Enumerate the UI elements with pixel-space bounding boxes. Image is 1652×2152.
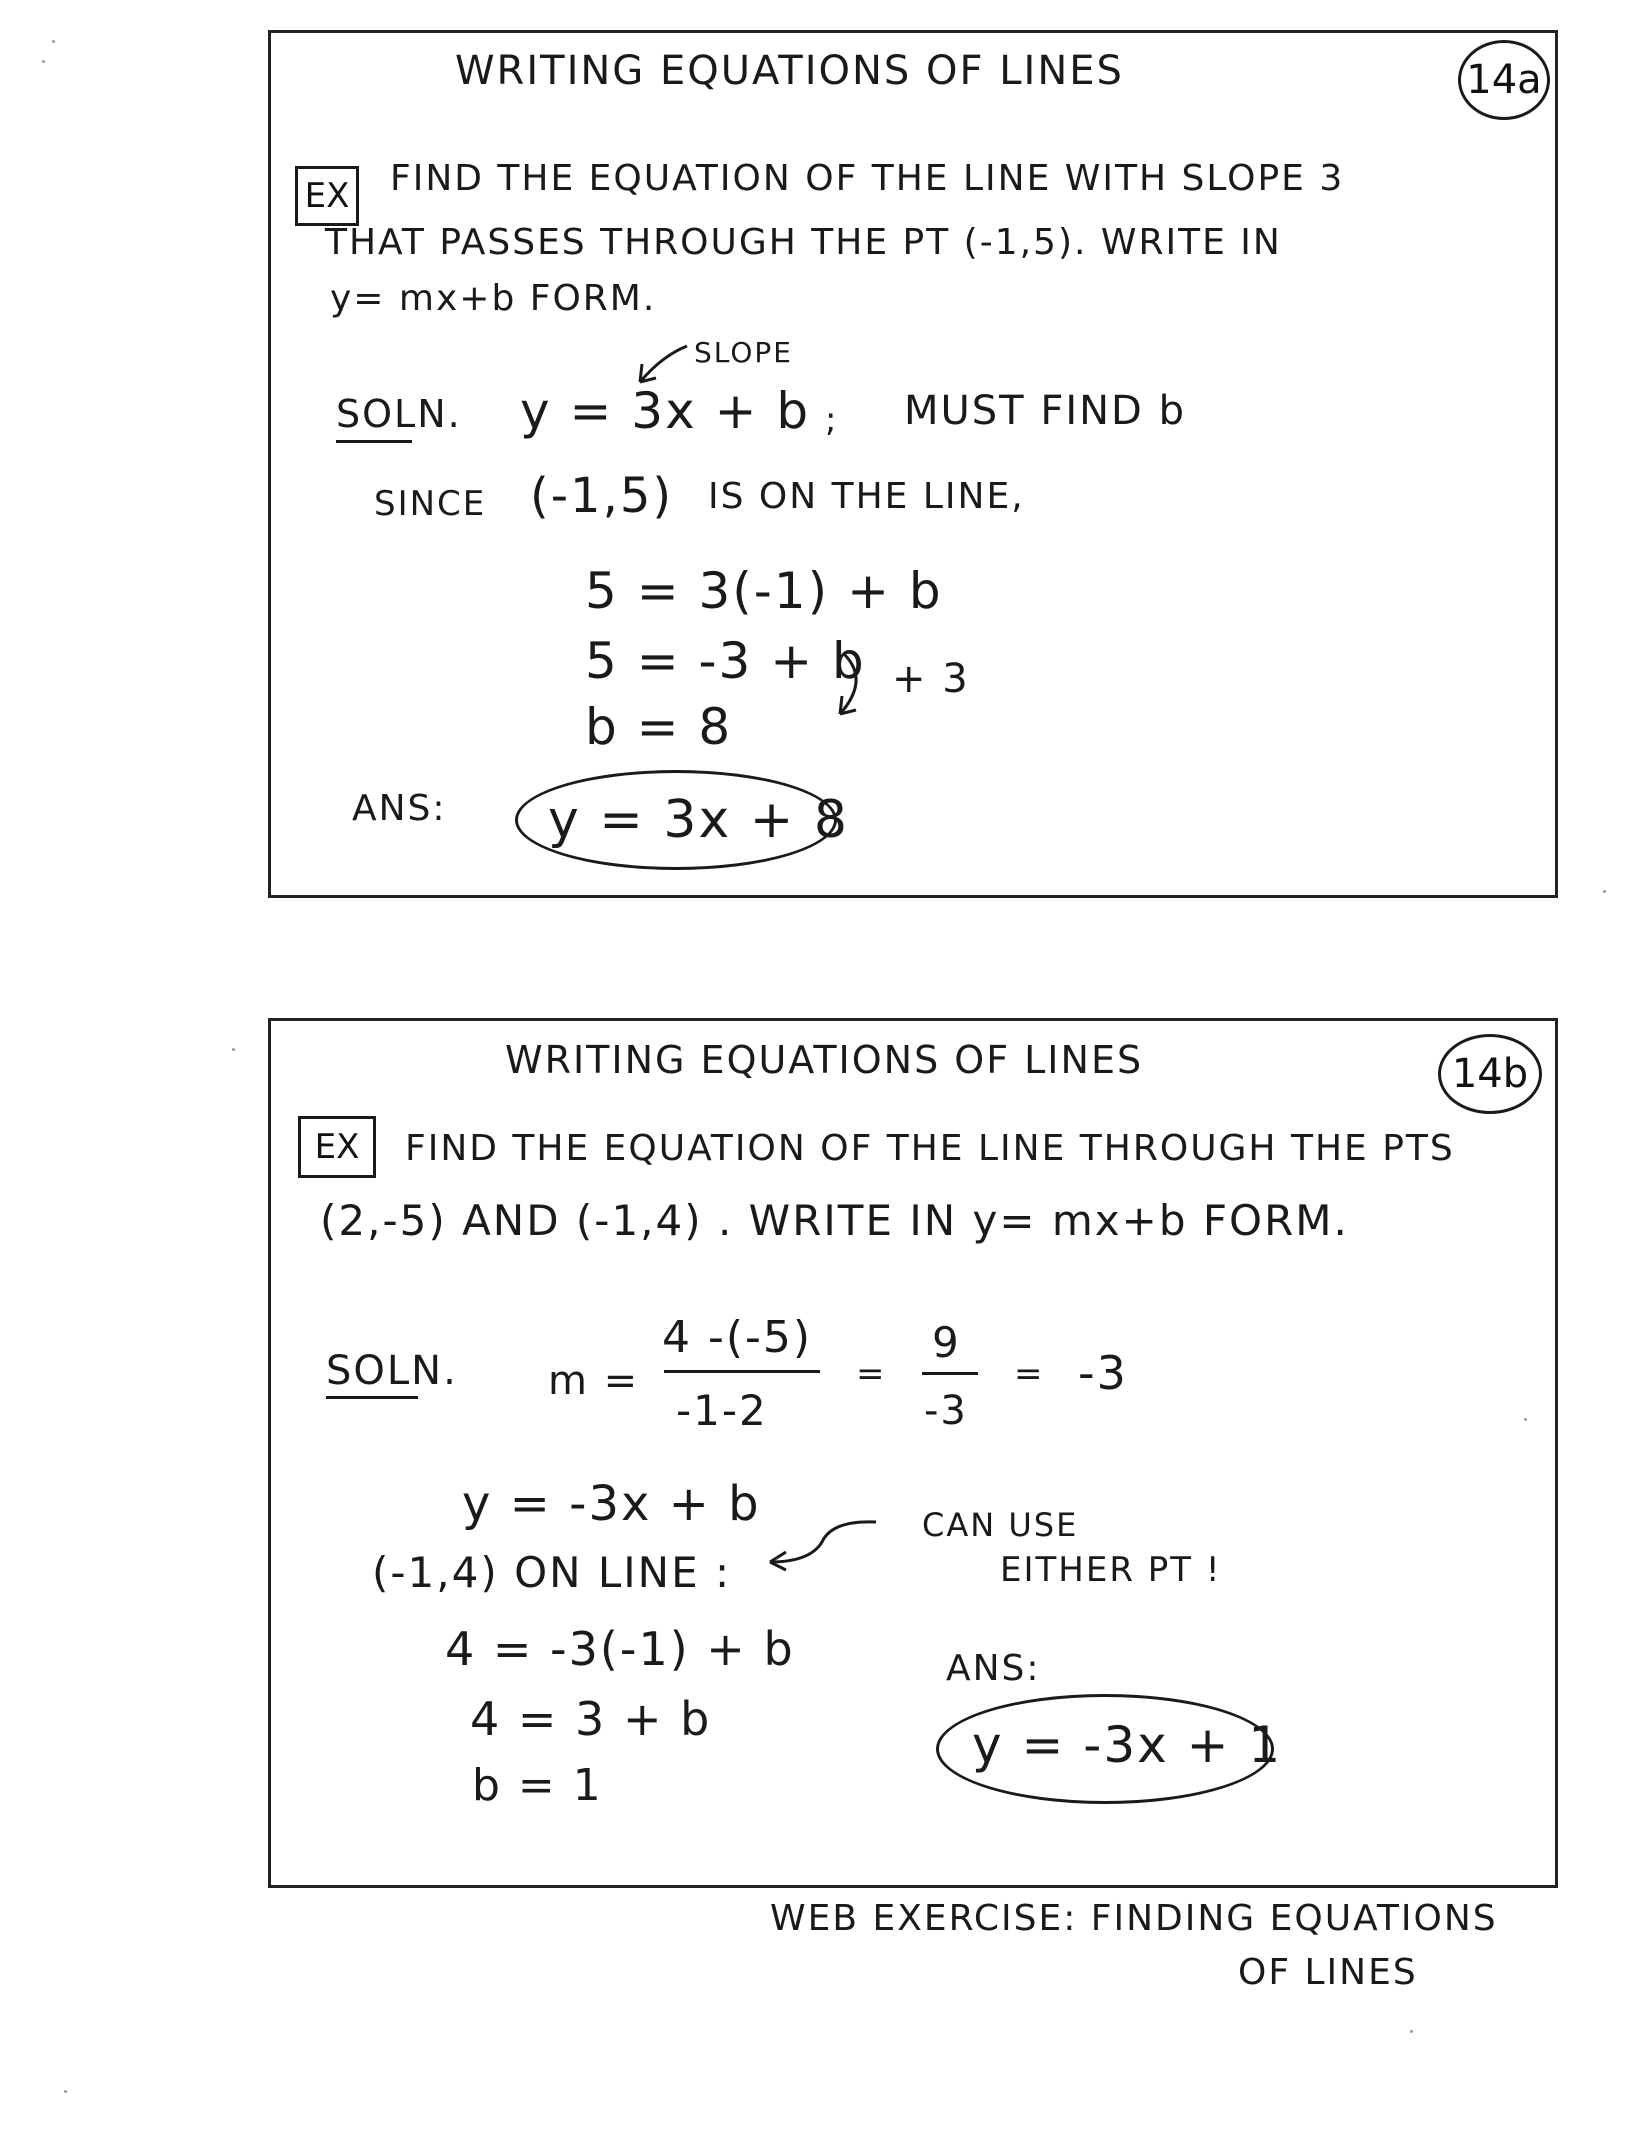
card-b-step2: 4 = 3 + b	[470, 1692, 712, 1746]
card-b-problem-line2: (2,-5) AND (-1,4) . WRITE IN y= mx+b FORM.	[320, 1196, 1349, 1245]
card-a-title: WRITING EQUATIONS OF LINES	[455, 48, 1124, 94]
card-b-note-arrow-icon	[762, 1512, 882, 1572]
scan-speck	[1603, 890, 1606, 893]
scan-speck	[1410, 2030, 1413, 2033]
card-a-step1: 5 = 3(-1) + b	[585, 562, 943, 620]
card-a-slope-note: SLOPE	[694, 336, 793, 369]
card-a-ans-value: y = 3x + 8	[548, 790, 849, 850]
card-b-title: WRITING EQUATIONS OF LINES	[505, 1038, 1144, 1082]
card-a-soln-eq: y = 3x + b	[520, 382, 811, 440]
card-b-line-eq: y = -3x + b	[462, 1476, 761, 1532]
card-b-m-label: m =	[548, 1358, 640, 1404]
card-a-soln-note: MUST FIND b	[904, 388, 1186, 434]
card-b-soln-underline	[326, 1396, 418, 1399]
card-b-ans-label: ANS:	[946, 1648, 1041, 1689]
card-a-problem-line1: FIND THE EQUATION OF THE LINE WITH SLOPE 3	[390, 158, 1345, 199]
footer-line2: OF LINES	[1238, 1952, 1418, 1993]
card-b-ans-value: y = -3x + 1	[972, 1716, 1283, 1774]
slope-arrow-icon	[632, 338, 692, 388]
card-a-soln-semicolon: ;	[825, 400, 839, 440]
card-b-soln-label: SOLN.	[326, 1348, 458, 1394]
scan-speck	[64, 2090, 67, 2093]
card-b-eq1: =	[856, 1354, 887, 1394]
card-a-soln-underline	[336, 440, 412, 443]
card-b-note-line2: EITHER PT !	[1000, 1550, 1222, 1590]
card-a-step-arrow-icon	[826, 650, 876, 724]
scan-speck	[1524, 1418, 1527, 1421]
card-b-m-value: -3	[1078, 1346, 1128, 1400]
card-b-frac1-bar	[664, 1370, 820, 1373]
card-a-soln-label: SOLN.	[336, 392, 462, 436]
footer-line1: WEB EXERCISE: FINDING EQUATIONS	[770, 1898, 1498, 1939]
card-b-ex-label: EX	[298, 1116, 376, 1178]
scan-speck	[42, 60, 45, 63]
card-b-frac1-den: -1-2	[676, 1386, 768, 1435]
card-a-tag: 14a	[1458, 40, 1550, 120]
card-a-since-point: (-1,5)	[530, 468, 674, 524]
card-b-frac2-bar	[922, 1372, 978, 1375]
card-a-ans-label: ANS:	[352, 788, 447, 829]
card-b-frac2-den: -3	[924, 1388, 968, 1434]
card-b-frac2-num: 9	[932, 1318, 961, 1367]
card-b-eq2: =	[1014, 1354, 1045, 1394]
card-a-since-text: IS ON THE LINE,	[708, 476, 1025, 517]
card-a-ex-label: EX	[295, 166, 359, 226]
card-a-step2-note: + 3	[892, 656, 970, 702]
card-b-tag: 14b	[1438, 1034, 1542, 1114]
card-a-step3: b = 8	[585, 698, 733, 756]
card-a-step2: 5 = -3 + b	[585, 632, 866, 690]
card-a-since-label: SINCE	[374, 484, 487, 524]
card-a-problem-line2: THAT PASSES THROUGH THE PT (-1,5). WRITE IN	[325, 222, 1282, 263]
card-a-problem-line3: y= mx+b FORM.	[330, 278, 657, 319]
card-b-problem-line1: FIND THE EQUATION OF THE LINE THROUGH THE PTS	[405, 1128, 1455, 1169]
scan-speck	[232, 1048, 235, 1051]
scan-speck	[52, 40, 55, 43]
card-b-step1: 4 = -3(-1) + b	[445, 1622, 795, 1676]
card-b-point-on-line: (-1,4) ON LINE :	[372, 1548, 732, 1597]
card-b-step3: b = 1	[472, 1760, 603, 1811]
card-b-frac1-num: 4 -(-5)	[662, 1312, 813, 1363]
card-b-note-line1: CAN USE	[922, 1506, 1079, 1544]
